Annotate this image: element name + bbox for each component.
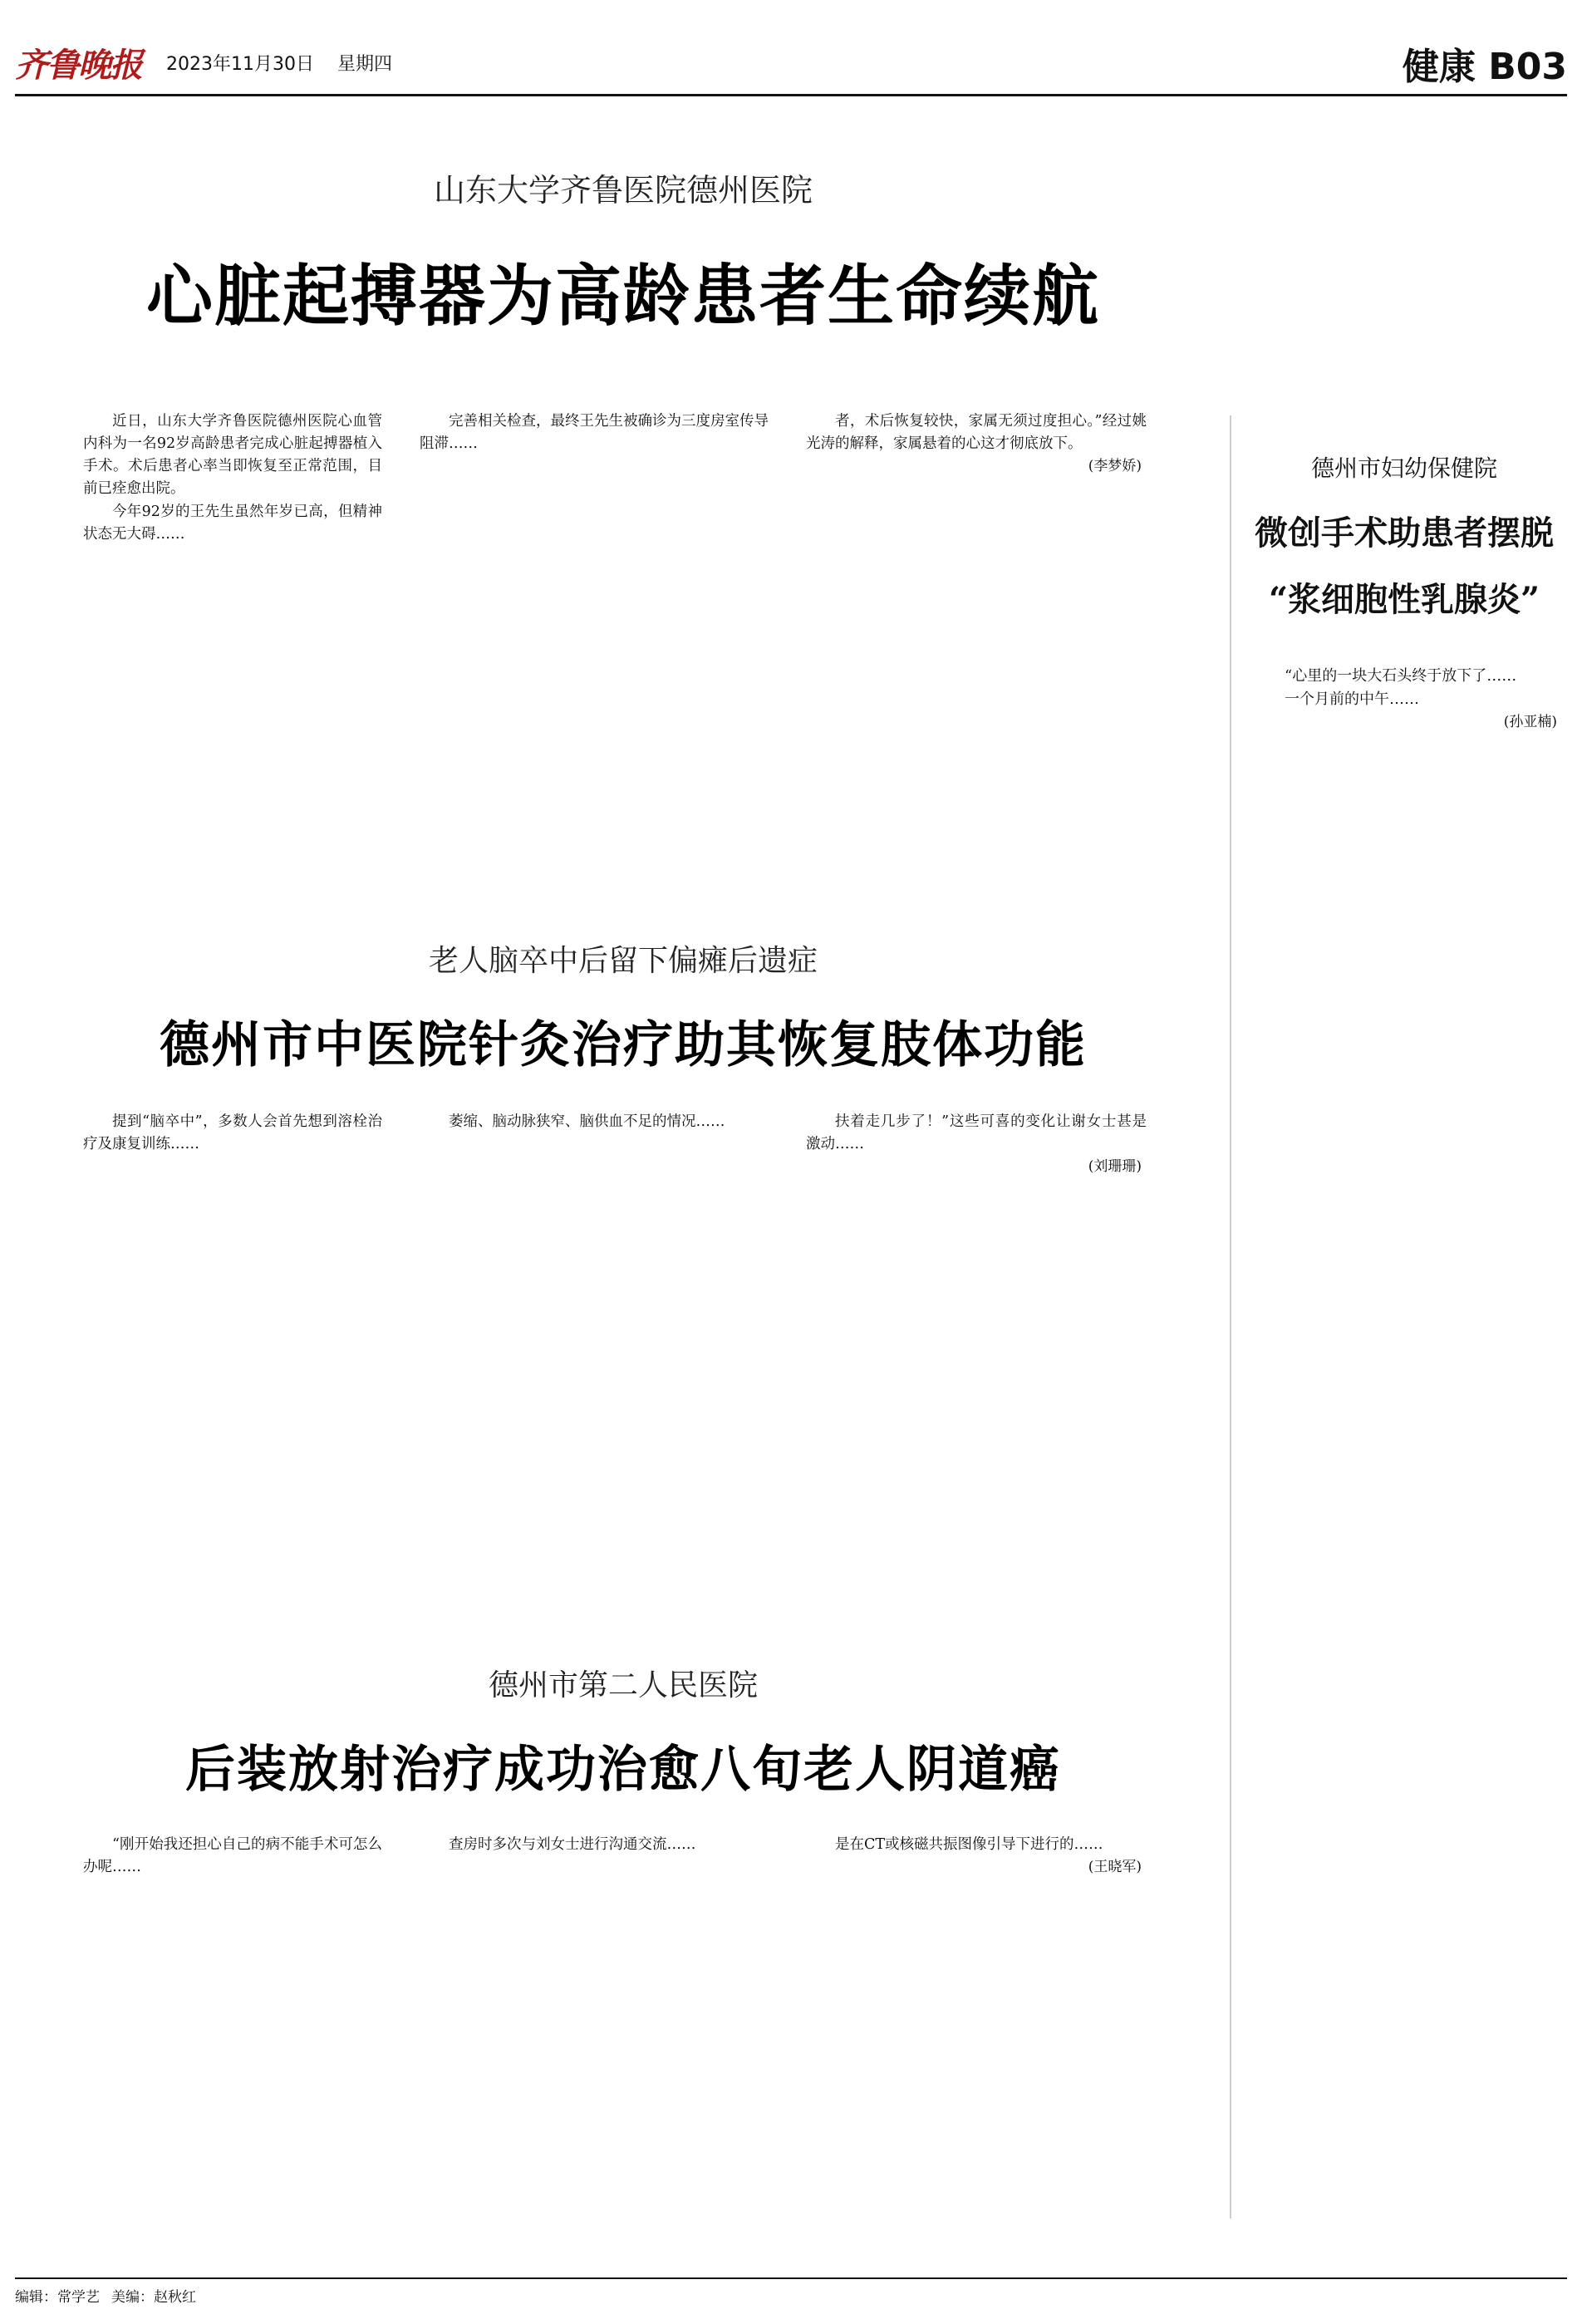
article1-col1 bbox=[83, 410, 382, 546]
sidebar-body bbox=[1255, 665, 1562, 733]
article2-col1 bbox=[83, 1111, 382, 1156]
article3-col3 bbox=[806, 1834, 1147, 1878]
paragraph: 近日，山东大学齐鲁医院德州医院心血管内科为一名92岁高龄患者完成心脏起搏器植入手术。术后患者心率当即恢复至正常范围，目前已痊愈出院。 bbox=[83, 413, 382, 498]
masthead bbox=[15, 32, 1567, 96]
article3-headline: 后装放射治疗成功治愈八旬老人阴道癌 bbox=[185, 1741, 1061, 1799]
article2-kicker: 老人脑卒中后留下偏瘫后遗症 bbox=[428, 944, 818, 978]
paragraph: “心里的一块大石头终于放下了…… bbox=[1285, 667, 1517, 685]
paragraph: 者，术后恢复较快，家属无须过度担心。”经过姚光涛的解释，家属悬着的心这才彻底放下。 bbox=[806, 413, 1147, 453]
paragraph: 完善相关检查，最终王先生被确诊为三度房室传导阻滞…… bbox=[420, 413, 769, 453]
paragraph: 提到“脑卒中”，多数人会首先想到溶栓治疗及康复训练…… bbox=[83, 1113, 382, 1153]
sidebar-kicker: 德州市妇幼保健院 bbox=[1310, 454, 1497, 482]
article3-col1 bbox=[83, 1834, 382, 1879]
paragraph: 一个月前的中午…… bbox=[1285, 690, 1419, 708]
paragraph: “刚开始我还担心自己的病不能手术可怎么办呢…… bbox=[83, 1836, 382, 1876]
designer-credit: 美编：赵秋红 bbox=[111, 2288, 196, 2306]
article1-byline: (李梦娇) bbox=[1088, 458, 1142, 475]
sidebar-title-line1: 微创手术助患者摆脱 bbox=[1255, 513, 1554, 553]
sidebar-divider bbox=[1230, 415, 1231, 2218]
article2-headline: 德州市中医院针灸治疗助其恢复肢体功能 bbox=[160, 1016, 1087, 1074]
paragraph: 今年92岁的王先生虽然年岁已高，但精神状态无大碍…… bbox=[83, 503, 382, 543]
article3-byline: (王晓军) bbox=[1088, 1859, 1142, 1876]
newspaper-logo: 齐鲁晚报 bbox=[15, 47, 141, 85]
article2-col3 bbox=[806, 1111, 1147, 1178]
editor-credit: 编辑：常学艺 bbox=[15, 2288, 100, 2306]
paragraph: 是在CT或核磁共振图像引导下进行的…… bbox=[835, 1836, 1103, 1853]
article2-col2 bbox=[420, 1111, 769, 1133]
issue-weekday: 星期四 bbox=[337, 54, 392, 75]
article3-kicker: 德州市第二人民医院 bbox=[488, 1668, 758, 1702]
sidebar-byline: (孙亚楠) bbox=[1503, 713, 1557, 730]
sidebar-title-line2: “浆细胞性乳腺炎” bbox=[1268, 580, 1540, 619]
paragraph: 查房时多次与刘女士进行沟通交流…… bbox=[449, 1836, 696, 1853]
page-footer bbox=[15, 2277, 1567, 2311]
issue-date: 2023年11月30日 bbox=[166, 54, 314, 75]
paragraph: 萎缩、脑动脉狭窄、脑供血不足的情况…… bbox=[449, 1113, 725, 1130]
article1-col3 bbox=[806, 410, 1147, 478]
article1-col2 bbox=[420, 410, 769, 455]
article1-headline: 心脏起搏器为高龄患者生命续航 bbox=[146, 257, 1100, 335]
section-label: 健康 B03 bbox=[1402, 45, 1567, 88]
paragraph: 扶着走几步了！”这些可喜的变化让谢女士甚是激动…… bbox=[806, 1113, 1147, 1153]
article3-col2 bbox=[420, 1834, 769, 1856]
article2-byline: (刘珊珊) bbox=[1088, 1158, 1142, 1176]
article1-kicker: 山东大学齐鲁医院德州医院 bbox=[433, 172, 813, 209]
